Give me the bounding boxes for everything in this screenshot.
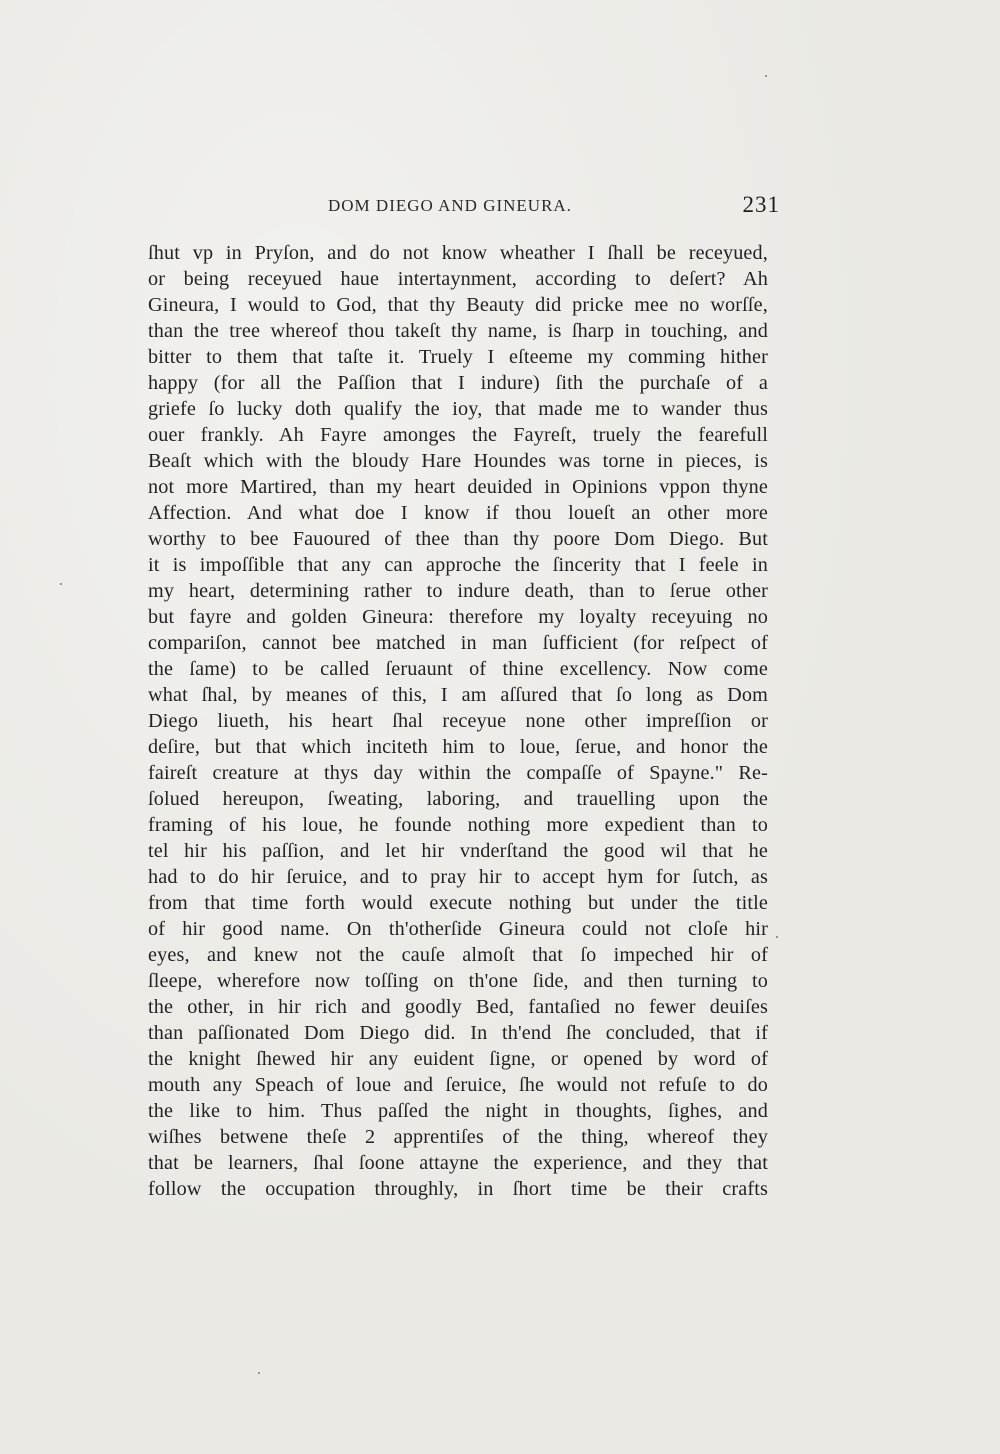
text-line: tel hir his paſſion, and let hir vnderſtand the good wil that he <box>148 840 768 862</box>
running-title: DOM DIEGO AND GINEURA. <box>328 196 572 215</box>
text-line: Affection. And what doe I know if thou loueſt an other more <box>148 502 768 524</box>
text-line: bitter to them that taſte it. Truely I eſteeme my comming hither <box>148 346 768 368</box>
text-line: the like to him. Thus paſſed the night in thoughts, ſighes, and <box>148 1100 768 1122</box>
text-line: mouth any Speach of loue and ſeruice, ſhe would not refuſe to do <box>148 1074 768 1096</box>
text-line: deſire, but that which inciteth him to loue, ſerue, and honor the <box>148 736 768 758</box>
text-line: had to do hir ſeruice, and to pray hir to accept hym for ſutch, as <box>148 866 768 888</box>
text-line: happy (for all the Paſſion that I indure) ſith the purchaſe of a <box>148 372 768 394</box>
text-line: that be learners, ſhal ſoone attayne the experience, and they that <box>148 1152 768 1174</box>
text-line: the other, in hir rich and goodly Bed, fantaſied no fewer deuiſes <box>148 996 768 1018</box>
text-line: ſleepe, wherefore now toſſing on th'one ſide, and then turning to <box>148 970 768 992</box>
text-line: framing of his loue, he founde nothing more expedient than to <box>148 814 768 836</box>
paper-speck <box>60 583 62 585</box>
text-line: the knight ſhewed hir any euident ſigne, or opened by word of <box>148 1048 768 1070</box>
text-line: Diego liueth, his heart ſhal receyue none other impreſſion or <box>148 710 768 732</box>
body-text <box>148 240 768 1202</box>
text-line: what ſhal, by meanes of this, I am aſſured that ſo long as Dom <box>148 684 768 706</box>
text-line: not more Martired, than my heart deuided in Opinions vppon thyne <box>148 476 768 498</box>
text-line: compariſon, cannot bee matched in man ſufficient (for reſpect of <box>148 632 768 654</box>
paper-speck <box>776 936 778 938</box>
text-line: ouer frankly. Ah Fayre amonges the Fayreſt, truely the fearefull <box>148 424 768 446</box>
text-line: my heart, determining rather to indure death, than to ſerue other <box>148 580 768 602</box>
text-line: Gineura, I would to God, that thy Beauty did pricke mee no worſſe, <box>148 294 768 316</box>
text-line: Beaſt which with the bloudy Hare Houndes was torne in pieces, is <box>148 450 768 472</box>
text-line: than the tree whereof thou takeſt thy name, is ſharp in touching, and <box>148 320 768 342</box>
page-number: 231 <box>742 192 780 217</box>
text-line: or being receyued haue intertaynment, according to deſert? Ah <box>148 268 768 290</box>
text-line: ſhut vp in Pryſon, and do not know wheather I ſhall be receyued, <box>148 242 768 264</box>
text-line: of hir good name. On th'otherſide Gineura could not cloſe hir <box>148 918 768 940</box>
text-line: follow the occupation throughly, in ſhort time be their crafts <box>148 1178 768 1200</box>
text-line: eyes, and knew not the cauſe almoſt that ſo impeched hir of <box>148 944 768 966</box>
text-line: ſolued hereupon, ſweating, laboring, and trauelling upon the <box>148 788 768 810</box>
text-line: wiſhes betwene theſe 2 apprentiſes of the thing, whereof they <box>148 1126 768 1148</box>
text-line: griefe ſo lucky doth qualify the ioy, that made me to wander thus <box>148 398 768 420</box>
paper-speck <box>258 1372 260 1374</box>
text-line: worthy to bee Fauoured of thee than thy poore Dom Diego. But <box>148 528 768 550</box>
page-header <box>148 192 780 226</box>
text-line: the ſame) to be called ſeruaunt of thine excellency. Now come <box>148 658 768 680</box>
text-line: than paſſionated Dom Diego did. In th'end ſhe concluded, that if <box>148 1022 768 1044</box>
text-line: faireſt creature at thys day within the compaſſe of Spayne." Re- <box>148 762 768 784</box>
text-line: but fayre and golden Gineura: therefore my loyalty receyuing no <box>148 606 768 628</box>
text-line: it is impoſſible that any can approche the ſincerity that I feele in <box>148 554 768 576</box>
text-line: from that time forth would execute nothing but under the title <box>148 892 768 914</box>
paper-speck <box>765 75 767 77</box>
